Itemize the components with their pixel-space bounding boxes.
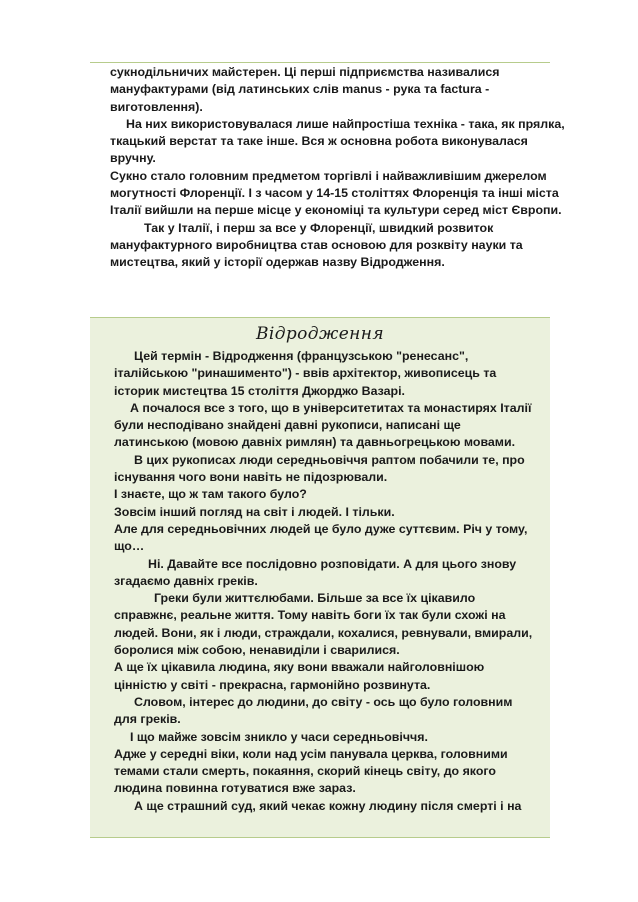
box-paragraph: А почалося все з того, що в університетитах та монастирях Італії були несподівано знайдені давні рукописи, написані ще латинською (мовою давніх римлян) та давньогрецькою мовами.: [114, 400, 532, 450]
renaissance-sidebar-box: [90, 317, 550, 838]
box-paragraph: І що майже зовсім зникло у часи середньовіччя.: [130, 729, 428, 744]
box-paragraph: Адже у середні віки, коли над усім панувала церква, головними темами стали смерть, покаяння, скорий кінець світу, до якого людина повинна готуватися вже зараз.: [114, 746, 508, 796]
box-paragraph: Зовсім інший погляд на світ і людей. І тільки.: [114, 504, 395, 519]
box-paragraph: А ще страшний суд, який чекає кожну людину після смерті і на: [134, 798, 522, 813]
intro-paragraph: Так у Італії, і перш за все у Флоренції, швидкий розвиток мануфактурного виробництва став основою для розквіту науки та мистецтва, який у історії одержав назву Відродження.: [110, 220, 523, 270]
box-paragraph: Ні. Давайте все послідовно розповідати. А для цього знову згадаємо давніх греків.: [114, 556, 517, 588]
box-paragraph: В цих рукописах люди середньовіччя раптом побачили те, про існування чого вони навіть не підозрювали.: [114, 452, 525, 485]
intro-paragraph: Сукно стало головним предметом торгівлі і найважливішим джерелом могутності Флоренції. І з часом у 14-15 століттях Флоренція та інші міста Італії вийшли на перше місце у економіці та культури серед міст Європи.: [110, 168, 562, 218]
box-paragraph: Цей термін - Відродження (французською "ренесанс", італійською "ринашименто") - ввів архітектор, живописець та історик мистецтва 15 століття Джорджо Вазарі.: [114, 349, 497, 398]
intro-paragraph: сукнодільничих майстерен. Ці перші підприємства називалися мануфактурами (від латинських слів manus - рука та factura - виготовлення).: [110, 65, 500, 114]
box-paragraph: І знаєте, що ж там такого було?: [114, 487, 307, 502]
box-paragraph: Але для середньовічних людей це було дуже суттєвим. Річ у тому, що…: [114, 521, 528, 554]
box-body: [90, 348, 550, 815]
intro-text: [110, 64, 570, 272]
box-paragraph: Греки були життєлюбами. Більше за все їх цікавило справжнє, реальне життя. Тому навіть боги їх так були схожі на людей. Вони, як і люди, страждали, кохалися, ревнували, вмирали, боролися між собою, ненавиділи і сварилися.: [114, 591, 533, 658]
intro-paragraph: На них використовувалася лише найпростіша техніка - така, як прялка, ткацький верстат та таке інше. Вся ж основна робота виконувалася вручну.: [110, 116, 565, 166]
box-paragraph: Словом, інтерес до людини, до світу - ось що було головним для греків.: [114, 694, 513, 727]
top-divider: [90, 62, 550, 63]
box-paragraph: А ще їх цікавила людина, яку вони вважали найголовнішою цінністю у світі - прекрасна, гармонійно розвинута.: [114, 660, 485, 692]
box-title: Відродження: [255, 324, 385, 344]
